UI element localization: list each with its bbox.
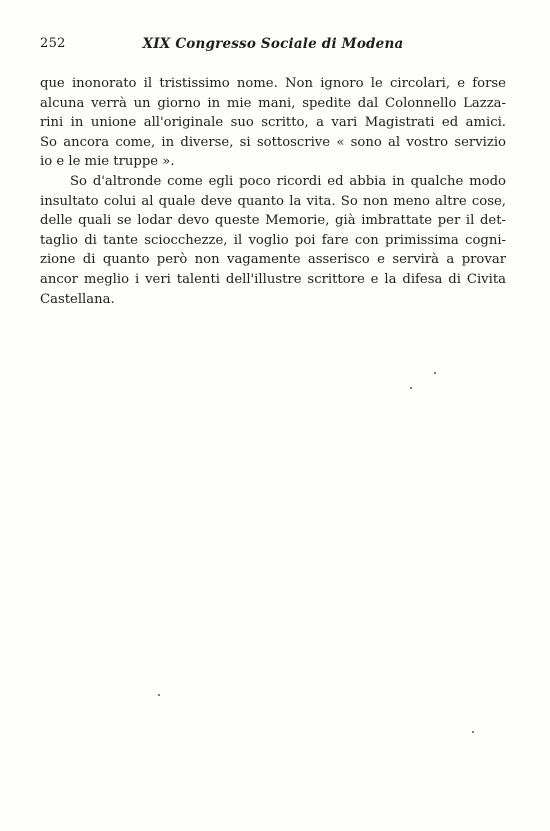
- page-number: 252: [40, 36, 66, 51]
- text-line: rini in unione all'originale suo scritto, a vari Magistrati ed amici.: [40, 115, 506, 131]
- text-line: alcuna verrà un giorno in mie mani, spedite dal Colonnello Lazza-: [40, 95, 506, 111]
- text-line: So d'altronde come egli poco ricordi ed abbia in qualche modo: [70, 173, 506, 189]
- scan-speck: [472, 731, 474, 733]
- text-line: zione di quanto però non vagamente asserisco e servirà a provar: [40, 252, 506, 268]
- scan-speck: [410, 387, 412, 389]
- text-line: Castellana.: [40, 291, 115, 307]
- scan-speck: [158, 694, 160, 696]
- running-head: XIX Congresso Sociale di Modena: [142, 36, 404, 52]
- paragraph-2: [40, 172, 506, 309]
- text-line: io e le mie truppe ».: [40, 154, 175, 170]
- text-line: que inonorato il tristissimo nome. Non ignoro le circolari, e forse: [40, 76, 506, 91]
- text-line: So ancora come, in diverse, si sottoscrive « sono al vostro servizio: [40, 134, 506, 150]
- body-text: [40, 74, 506, 309]
- paragraph-1: [40, 74, 506, 172]
- text-line: ancor meglio i veri talenti dell'illustre scrittore e la difesa di Civita: [40, 271, 506, 287]
- text-line: taglio di tante sciocchezze, il voglio poi fare con primissima cogni-: [40, 232, 506, 248]
- text-line: delle quali se lodar devo queste Memorie, già imbrattate per il det-: [40, 213, 506, 229]
- text-line: insultato colui al quale deve quanto la vita. So non meno altre cose,: [40, 193, 506, 209]
- scan-speck: [434, 372, 436, 374]
- page-header: [40, 36, 506, 56]
